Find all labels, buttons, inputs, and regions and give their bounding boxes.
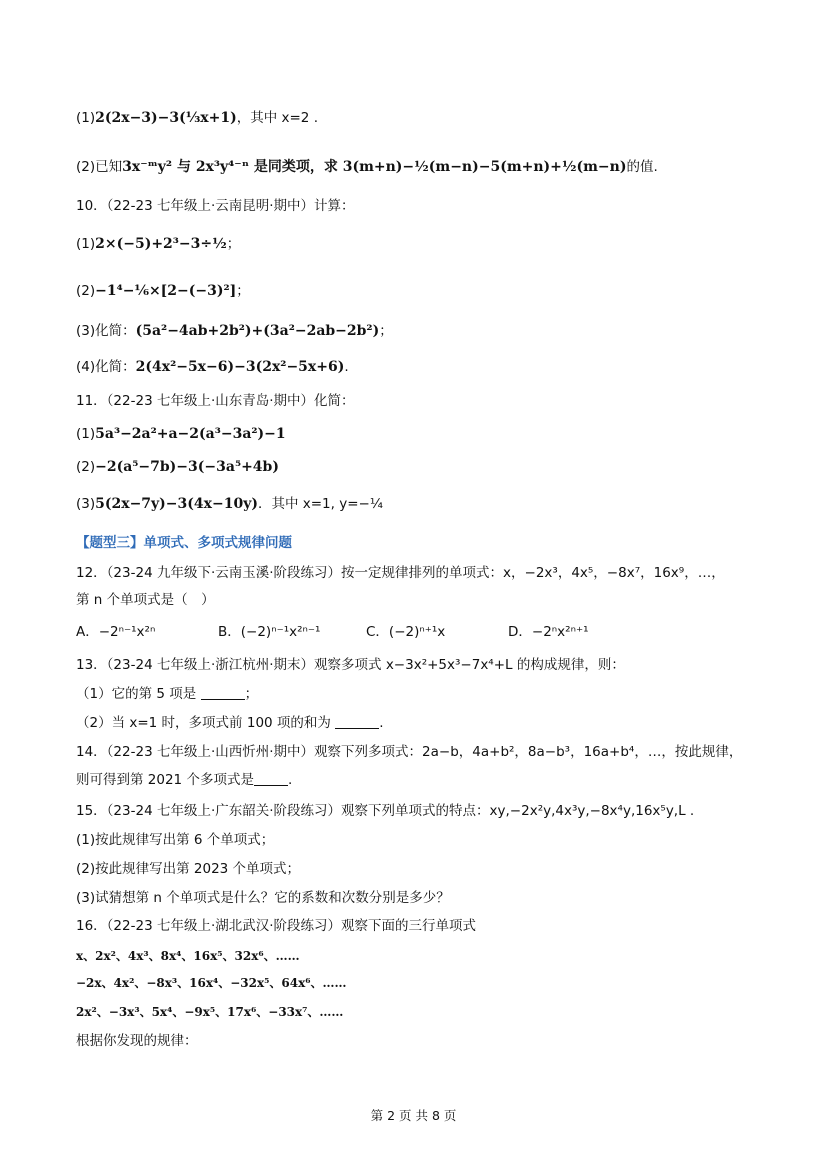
q15-part2: (2)按此规律写出第 2023 个单项式； — [76, 861, 301, 877]
q16-row3: 2x²、−3x³、5x⁴、−9x⁵、17x⁶、−33x⁷、…… — [76, 1005, 344, 1019]
q9-part1: (1)2(2x−3)−3(⅓x+1)，其中 x=2 . — [76, 110, 318, 126]
q13-part1: （1）它的第 5 项是 ； — [76, 686, 259, 702]
q15-part3: (3)试猜想第 n 个单项式是什么？它的系数和次数分别是多少？ — [76, 890, 450, 906]
q10-part3: (3)化简：(5a²−4ab+2b²)+(3a²−2ab−2b²)； — [76, 323, 393, 339]
math-expression: −2(a⁵−7b)−3(−3a⁵+4b) — [95, 459, 279, 475]
q11-part2: (2)−2(a⁵−7b)−3(−3a⁵+4b) — [76, 459, 279, 475]
q11-part1: (1)5a³−2a²+a−2(a³−3a²)−1 — [76, 426, 286, 442]
q10-part1: (1)2×(−5)+2³−3÷½； — [76, 236, 241, 252]
q12-stem-2: 第 n 个单项式是（ ） — [76, 592, 215, 608]
math-expression: −1⁴−⅙×[2−(−3)²] — [95, 283, 237, 299]
q16-end: 根据你发现的规律： — [76, 1033, 198, 1049]
option-c[interactable]: C．(−2)ⁿ⁺¹x — [366, 624, 446, 640]
option-b[interactable]: B．(−2)ⁿ⁻¹x²ⁿ⁻¹ — [218, 624, 321, 640]
math-expression: 3x⁻ᵐy² 与 2x³y⁴⁻ⁿ 是同类项，求 3(m+n)−½(m−n)−5(m+n)+½(m−n) — [122, 159, 627, 175]
q10-part2: (2)−1⁴−⅙×[2−(−3)²]； — [76, 283, 250, 299]
section-heading: 【题型三】单项式、多项式规律问题 — [76, 535, 292, 551]
math-expression: 2(2x−3)−3(⅓x+1) — [95, 110, 237, 126]
math-expression: 5a³−2a²+a−2(a³−3a²)−1 — [95, 426, 286, 442]
q9-part2: (2)已知3x⁻ᵐy² 与 2x³y⁴⁻ⁿ 是同类项，求 3(m+n)−½(m−n)−5(m+n)+½(m−n)的值. — [76, 159, 658, 175]
math-expression: (5a²−4ab+2b²)+(3a²−2ab−2b²) — [135, 323, 380, 339]
answer-blank[interactable] — [254, 771, 288, 786]
q14-stem: 14．（22-23 七年级上·山西忻州·期中）观察下列多项式：2a−b，4a+b²，8a−b³，16a+b⁴，…，按此规律， — [76, 744, 743, 760]
q12-stem: 12．（23-24 九年级下·云南玉溪·阶段练习）按一定规律排列的单项式：x，−2x³，4x⁵，−8x⁷，16x⁹，…， — [76, 565, 725, 581]
option-d[interactable]: D．−2ⁿx²ⁿ⁺¹ — [508, 624, 589, 640]
q15-part1: (1)按此规律写出第 6 个单项式； — [76, 832, 275, 848]
math-expression: 2(4x²−5x−6)−3(2x²−5x+6) — [135, 359, 345, 375]
q10-stem: 10．（22-23 七年级上·云南昆明·期中）计算： — [76, 198, 355, 214]
page-footer: 第 2 页 共 8 页 — [370, 1108, 457, 1123]
answer-blank[interactable] — [335, 714, 379, 729]
q15-stem: 15．（23-24 七年级上·广东韶关·阶段练习）观察下列单项式的特点：xy,−2x²y,4x³y,−8x⁴y,16x⁵y,L . — [76, 803, 695, 819]
q16-stem: 16．（22-23 七年级上·湖北武汉·阶段练习）观察下面的三行单项式 — [76, 918, 477, 934]
answer-blank[interactable] — [201, 685, 245, 700]
q11-part3: (3)5(2x−7y)−3(4x−10y)．其中 x=1, y=−¼ — [76, 496, 383, 512]
math-expression: 5(2x−7y)−3(4x−10y) — [95, 496, 258, 512]
math-expression: 2×(−5)+2³−3÷½ — [95, 236, 227, 252]
q16-row1: x、2x²、4x³、8x⁴、16x⁵、32x⁶、…… — [76, 949, 300, 963]
q13-stem: 13．（23-24 七年级上·浙江杭州·期末）观察多项式 x−3x²+5x³−7x⁴+L 的构成规律，则： — [76, 657, 625, 673]
q11-stem: 11．（22-23 七年级上·山东青岛·期中）化简： — [76, 393, 355, 409]
q13-part2: （2）当 x=1 时，多项式前 100 项的和为 . — [76, 715, 384, 731]
q14-stem-2: 则可得到第 2021 个多项式是 . — [76, 772, 293, 788]
option-a[interactable]: A．−2ⁿ⁻¹x²ⁿ — [76, 624, 156, 640]
q16-row2: −2x、4x²、−8x³、16x⁴、−32x⁵、64x⁶、…… — [76, 976, 347, 990]
q10-part4: (4)化简：2(4x²−5x−6)−3(2x²−5x+6). — [76, 359, 349, 375]
